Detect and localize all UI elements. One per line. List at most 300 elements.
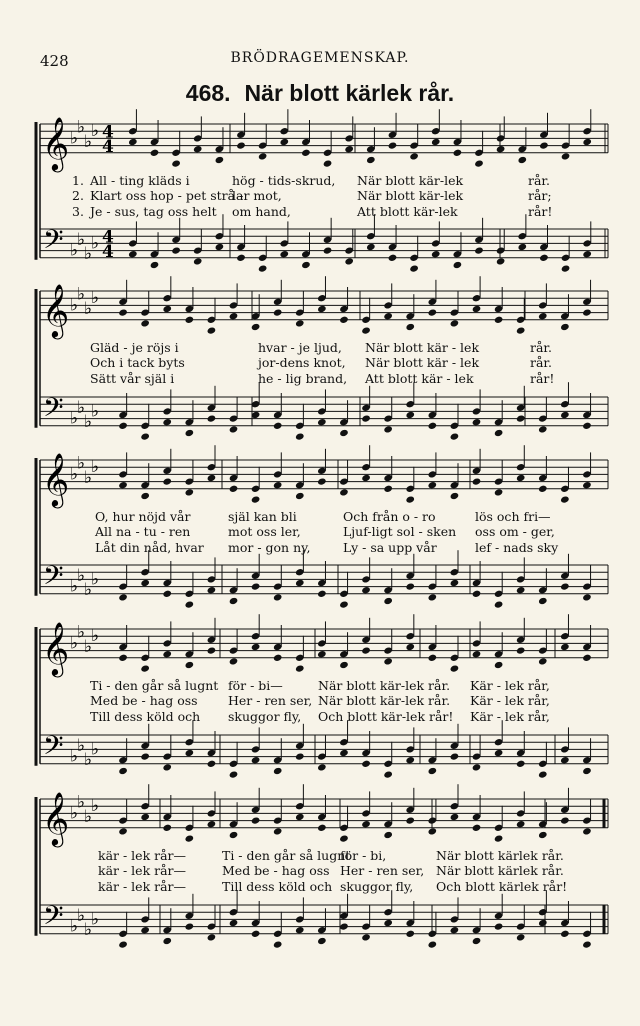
note-head — [171, 159, 181, 167]
note-head — [539, 254, 549, 262]
lyric-syllables: När blott kär - lek — [365, 355, 480, 371]
note-head — [339, 600, 349, 608]
note-head — [450, 319, 460, 327]
note-head — [388, 141, 398, 149]
note-head — [582, 250, 592, 258]
note-head — [560, 411, 570, 419]
note-head — [494, 661, 504, 669]
note-head — [140, 492, 150, 500]
lyric-syllables: Sätt vår själ i — [90, 370, 175, 386]
note-head — [428, 308, 438, 316]
lyric-syllables: O, hur nöjd vår — [95, 508, 191, 524]
flat-sign: ♭ — [84, 637, 93, 657]
note-head — [405, 643, 415, 651]
note-head — [185, 429, 195, 437]
note-head — [405, 411, 415, 419]
lyric-syllables: Och i tack byts — [90, 355, 185, 371]
flat-sign: ♭ — [70, 240, 79, 261]
note-head — [317, 650, 327, 658]
note-head — [538, 425, 548, 433]
note-head — [185, 488, 195, 496]
note-head — [295, 926, 305, 934]
note-head — [150, 261, 160, 269]
note-head — [317, 937, 327, 945]
lyric-syllables: hög - tids-skrud, — [232, 172, 336, 188]
lyric-syllables: Kär - lek rår, — [470, 693, 550, 709]
lyric-syllables: Ti - den går så lugnt — [90, 677, 219, 693]
flat-sign: ♭ — [84, 580, 93, 601]
note-head — [339, 922, 349, 930]
note-head — [383, 425, 393, 433]
page-number: 428 — [40, 52, 69, 70]
note-head — [538, 770, 548, 778]
note-head — [323, 159, 333, 167]
note-head — [516, 933, 526, 941]
flat-sign: ♭ — [77, 735, 86, 756]
note-head — [560, 495, 570, 503]
note-head — [450, 752, 460, 760]
note-head — [582, 481, 592, 489]
note-head — [538, 597, 548, 605]
note-head — [582, 940, 592, 948]
note-head — [516, 760, 526, 768]
lyric-syllables: All na - tu - ren — [95, 524, 191, 540]
note-head — [361, 326, 371, 334]
flat-sign: ♭ — [84, 412, 93, 433]
flat-sign: ♭ — [70, 128, 79, 149]
lyric-syllables: oss om - ger, — [475, 524, 555, 540]
note-head — [185, 661, 195, 669]
note-head — [162, 477, 172, 485]
flat-sign: ♭ — [91, 569, 100, 590]
note-head — [118, 308, 128, 316]
note-head — [339, 316, 349, 324]
note-head — [538, 485, 548, 493]
note-head — [405, 323, 415, 331]
note-head — [453, 149, 463, 157]
note-head — [361, 933, 371, 941]
lyric-syllables: Kär - lek rår, — [470, 708, 550, 724]
bass-clef: 𝄢 — [43, 391, 64, 430]
note-head — [162, 590, 172, 598]
note-head — [295, 813, 305, 821]
lyric-syllables: rår. — [528, 172, 551, 188]
note-head — [428, 827, 438, 835]
note-head — [207, 933, 217, 941]
note-head — [560, 756, 570, 764]
note-head — [560, 323, 570, 331]
flat-sign: ♭ — [77, 622, 86, 643]
note-head — [251, 323, 261, 331]
lyric-syllables: När blott kär - lek — [365, 339, 480, 355]
note-head — [162, 650, 172, 658]
note-head — [472, 937, 482, 945]
flat-sign: ♭ — [77, 792, 86, 813]
note-head — [361, 414, 371, 422]
flat-sign: ♭ — [70, 746, 79, 767]
lyric-syllables: lös och fri— — [475, 508, 551, 524]
note-head — [185, 922, 195, 930]
treble-clef: 𝄞 — [42, 620, 70, 675]
lyric-syllables: Klart oss hop - pet strå - — [90, 188, 244, 204]
note-head — [207, 646, 217, 654]
note-head — [361, 760, 371, 768]
note-head — [229, 597, 239, 605]
note-head — [560, 816, 570, 824]
note-head — [339, 661, 349, 669]
lyric-syllables: Att blott kär - lek — [365, 370, 474, 386]
note-head — [344, 145, 354, 153]
lyric-syllables: kär - lek rår— — [98, 878, 187, 894]
note-head — [162, 418, 172, 426]
note-head — [317, 305, 327, 313]
note-head — [251, 582, 261, 590]
note-head — [162, 305, 172, 313]
lyric-syllables: När blott kär-lek — [357, 172, 464, 188]
note-head — [494, 429, 504, 437]
note-head — [273, 940, 283, 948]
note-head — [516, 326, 526, 334]
note-head — [193, 257, 203, 265]
lyric-syllables: hvar - je ljud, — [258, 339, 342, 355]
note-head — [474, 159, 484, 167]
note-head — [560, 930, 570, 938]
lyric-syllables: för - bi— — [228, 677, 283, 693]
note-head — [162, 937, 172, 945]
note-head — [118, 827, 128, 835]
note-head — [472, 763, 482, 771]
note-head — [317, 477, 327, 485]
note-head — [185, 316, 195, 324]
lyric-syllables: mot oss ler, — [228, 524, 301, 540]
treble-clef: 𝄞 — [42, 115, 70, 170]
note-head — [431, 138, 441, 146]
note-head — [140, 926, 150, 934]
note-head — [361, 820, 371, 828]
note-head — [428, 422, 438, 430]
note-head — [361, 586, 371, 594]
note-head — [472, 477, 482, 485]
note-head — [361, 474, 371, 482]
note-head — [428, 593, 438, 601]
note-head — [494, 316, 504, 324]
note-head — [405, 816, 415, 824]
note-head — [472, 824, 482, 832]
lyric-syllables: Och blott kär-lek rår! — [318, 708, 454, 724]
lyric-syllables: Je - sus, tag oss helt — [90, 203, 217, 219]
lyric-syllables: skuggor fly, — [340, 878, 414, 894]
lyric-syllables: Till dess köld och — [222, 878, 333, 894]
note-head — [118, 940, 128, 948]
note-head — [428, 767, 438, 775]
note-head — [561, 152, 571, 160]
lyric-syllables: rår! — [528, 203, 553, 219]
lyric-syllables: om hand, — [232, 203, 291, 219]
note-head — [560, 582, 570, 590]
bass-clef: 𝄢 — [43, 559, 64, 598]
note-head — [251, 643, 261, 651]
note-head — [207, 760, 217, 768]
note-head — [229, 312, 239, 320]
lyric-syllables: Ljuf-ligt sol - sken — [343, 524, 457, 540]
note-head — [516, 414, 526, 422]
note-head — [207, 474, 217, 482]
note-head — [516, 586, 526, 594]
note-head — [339, 749, 349, 757]
flat-sign: ♭ — [70, 576, 79, 597]
note-head — [516, 646, 526, 654]
note-head — [295, 579, 305, 587]
lyric-syllables: Her - ren ser, — [228, 693, 313, 709]
note-head — [229, 485, 239, 493]
note-head — [295, 664, 305, 672]
note-head — [428, 940, 438, 948]
note-head — [118, 767, 128, 775]
flat-sign: ♭ — [84, 750, 93, 771]
bass-clef: 𝄢 — [43, 899, 64, 938]
note-head — [118, 654, 128, 662]
note-head — [383, 485, 393, 493]
note-head — [295, 492, 305, 500]
note-head — [251, 756, 261, 764]
note-head — [251, 495, 261, 503]
treble-clef: 𝄞 — [42, 790, 70, 845]
note-head — [450, 579, 460, 587]
note-head — [162, 824, 172, 832]
note-head — [496, 257, 506, 265]
lyric-syllables: När blott kär-lek — [357, 188, 464, 204]
note-head — [207, 414, 217, 422]
flat-sign: ♭ — [70, 464, 79, 485]
note-head — [383, 312, 393, 320]
verse-number: 1. — [72, 172, 84, 188]
note-head — [229, 657, 239, 665]
note-head — [229, 425, 239, 433]
lyric-syllables: Och från o - ro — [343, 508, 436, 524]
lyric-syllables: skuggor fly, — [228, 708, 302, 724]
note-head — [295, 319, 305, 327]
note-head — [561, 264, 571, 272]
note-head — [405, 756, 415, 764]
flat-sign: ♭ — [91, 288, 100, 309]
note-head — [185, 749, 195, 757]
note-head — [516, 820, 526, 828]
note-head — [273, 593, 283, 601]
note-head — [150, 149, 160, 157]
note-head — [450, 432, 460, 440]
note-head — [474, 246, 484, 254]
note-head — [383, 770, 393, 778]
lyric-syllables: rår. — [530, 355, 553, 371]
note-head — [496, 145, 506, 153]
note-head — [339, 834, 349, 842]
lyric-syllables: rår! — [530, 370, 555, 386]
lyric-syllables: rår; — [528, 188, 552, 204]
note-head — [405, 582, 415, 590]
note-head — [273, 481, 283, 489]
note-head — [229, 770, 239, 778]
flat-sign: ♭ — [70, 408, 79, 429]
flat-sign: ♭ — [91, 796, 100, 817]
note-head — [383, 831, 393, 839]
lyric-syllables: he - lig brand, — [258, 370, 348, 386]
note-head — [405, 930, 415, 938]
flat-sign: ♭ — [70, 295, 79, 316]
lyric-syllables: lef - nads sky — [475, 539, 559, 555]
note-head — [273, 308, 283, 316]
flat-sign: ♭ — [70, 803, 79, 824]
note-head — [215, 243, 225, 251]
note-head — [582, 422, 592, 430]
time-signature: 4 — [102, 122, 114, 143]
note-head — [388, 254, 398, 262]
note-head — [582, 593, 592, 601]
lyric-syllables: Ly - sa upp vår — [343, 539, 437, 555]
note-head — [140, 752, 150, 760]
note-head — [472, 418, 482, 426]
note-head — [450, 492, 460, 500]
note-head — [317, 824, 327, 832]
note-head — [538, 312, 548, 320]
note-head — [560, 643, 570, 651]
note-head — [453, 261, 463, 269]
note-head — [162, 763, 172, 771]
note-head — [118, 422, 128, 430]
note-head — [279, 138, 289, 146]
note-head — [118, 481, 128, 489]
note-head — [383, 597, 393, 605]
lyric-syllables: Her - ren ser, — [340, 863, 425, 879]
note-head — [258, 264, 268, 272]
lyric-syllables: Att blott kär-lek — [357, 203, 458, 219]
hymn-title-text: När blott kärlek rår. — [244, 80, 455, 106]
note-head — [236, 254, 246, 262]
flat-sign: ♭ — [91, 909, 100, 930]
note-head — [140, 319, 150, 327]
flat-sign: ♭ — [77, 397, 86, 418]
lyric-syllables: Låt din nåd, hvar — [95, 539, 204, 555]
lyric-syllables: När blott kärlek rår. — [436, 863, 564, 879]
note-head — [450, 926, 460, 934]
lyric-syllables: rår. — [530, 339, 553, 355]
lyric-syllables: jor-dens knot, — [258, 355, 346, 371]
lyric-syllables: All - ting kläds i — [90, 172, 190, 188]
note-head — [494, 600, 504, 608]
note-head — [409, 264, 419, 272]
note-head — [494, 749, 504, 757]
flat-sign: ♭ — [91, 233, 100, 254]
note-head — [193, 145, 203, 153]
lyric-syllables: Ti - den går så lugnt — [222, 847, 351, 863]
time-signature: 4 — [102, 241, 114, 262]
flat-sign: ♭ — [77, 117, 86, 138]
note-head — [344, 257, 354, 265]
lyric-syllables: Till dess köld och — [90, 708, 201, 724]
note-head — [317, 763, 327, 771]
time-signature: 4 — [102, 136, 114, 157]
note-head — [450, 813, 460, 821]
note-head — [295, 752, 305, 760]
note-head — [317, 590, 327, 598]
treble-clef: 𝄞 — [42, 282, 70, 337]
flat-sign: ♭ — [91, 457, 100, 478]
flat-sign: ♭ — [84, 920, 93, 941]
note-head — [140, 432, 150, 440]
lyric-syllables: Kär - lek rår, — [470, 677, 550, 693]
note-head — [494, 488, 504, 496]
note-head — [539, 141, 549, 149]
note-head — [582, 827, 592, 835]
time-signature: 4 — [102, 227, 114, 248]
note-head — [207, 326, 217, 334]
note-head — [251, 816, 261, 824]
verse-number: 2. — [72, 188, 84, 204]
bass-clef: 𝄢 — [43, 223, 64, 262]
flat-sign: ♭ — [91, 739, 100, 760]
lyric-syllables: för - bi, — [340, 847, 387, 863]
note-head — [582, 654, 592, 662]
note-head — [215, 156, 225, 164]
note-head — [538, 657, 548, 665]
bass-clef: 𝄢 — [43, 729, 64, 768]
note-head — [229, 831, 239, 839]
flat-sign: ♭ — [84, 468, 93, 488]
note-head — [494, 834, 504, 842]
treble-clef: 𝄞 — [42, 451, 70, 506]
note-head — [538, 831, 548, 839]
note-head — [251, 930, 261, 938]
lyric-syllables: Och blott kärlek rår! — [436, 878, 568, 894]
hymn-number: 468. — [185, 80, 231, 106]
note-head — [273, 422, 283, 430]
note-head — [128, 138, 138, 146]
note-head — [409, 152, 419, 160]
note-head — [185, 600, 195, 608]
note-head — [405, 495, 415, 503]
flat-sign: ♭ — [77, 905, 86, 926]
flat-sign: ♭ — [77, 229, 86, 250]
lyric-syllables: Gläd - je röjs i — [90, 339, 179, 355]
note-head — [171, 246, 181, 254]
note-head — [472, 650, 482, 658]
lyric-syllables: När blott kärlek rår. — [436, 847, 564, 863]
lyric-syllables: När blott kär-lek rår. — [318, 677, 451, 693]
note-head — [118, 593, 128, 601]
verse-number: 3. — [72, 203, 84, 219]
note-head — [428, 654, 438, 662]
note-head — [236, 141, 246, 149]
lyric-syllables: Med be - hag oss — [222, 863, 330, 879]
note-head — [258, 152, 268, 160]
lyric-syllables: När blott kär-lek rår. — [318, 693, 451, 709]
note-head — [383, 657, 393, 665]
note-head — [494, 922, 504, 930]
note-head — [339, 429, 349, 437]
note-head — [273, 767, 283, 775]
note-head — [273, 827, 283, 835]
flat-sign: ♭ — [77, 284, 86, 305]
note-head — [185, 834, 195, 842]
note-head — [366, 243, 376, 251]
flat-sign: ♭ — [70, 633, 79, 654]
note-head — [273, 654, 283, 662]
note-head — [317, 418, 327, 426]
note-head — [516, 474, 526, 482]
note-head — [517, 243, 527, 251]
note-head — [428, 481, 438, 489]
note-head — [431, 250, 441, 258]
flat-sign: ♭ — [91, 626, 100, 647]
